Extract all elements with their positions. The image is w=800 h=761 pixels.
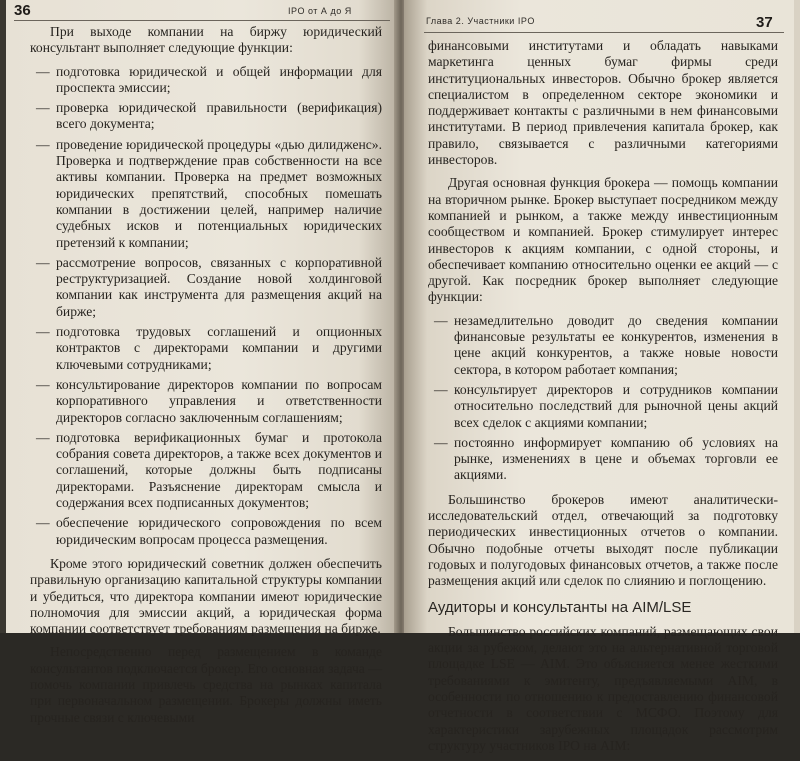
list-item: — подготовка юридической и общей информации для проспекта эмиссии; [30, 64, 382, 97]
left-running-head: IPO от А до Я [288, 6, 352, 16]
list-item: — постоянно информирует компанию об условиях на рынке, изменениях в цене и объемах торговли ее акциями. [428, 435, 778, 484]
list-item: — подготовка трудовых соглашений и опционных контрактов с директорами компании и другими ключевыми сотрудниками; [30, 324, 382, 373]
broker-functions-list [428, 313, 778, 484]
section-heading: Аудиторы и консультанты на AIM/LSE [428, 598, 692, 616]
left-intro: При выходе компании на биржу юридический консультант выполняет следующие функции: [30, 24, 382, 56]
right-paragraph-2: Другая основная функция брокера — помощь компании на вторичном рынке. Брокер выступает посредником между компанией и рынком, а также между инвестиционным сообществом и компанией. Брокер стимулирует интерес инвесторов к акциям компании, с одной стороны, и обеспечивает компанию относительно оценки ее акций — с другой. Как посредник брокер выполняет следующие функции: [428, 175, 778, 305]
list-item: — рассмотрение вопросов, связанных с корпоративной реструктуризацией. Создание новой холдинговой компании как инструмента для размещения акций на бирже; [30, 255, 382, 320]
list-item: — консультирование директоров компании по вопросам корпоративного управления и ответственности директоров согласно заключенным соглашениям; [30, 377, 382, 426]
right-paragraph-3: Большинство брокеров имеют аналитически-исследовательский отдел, отвечающий за подготовку периодических инвестиционных отчетов о компании. Обычно подобные отчеты выходят после публикации годовых и полугодовых финансовых отчетов, а также после размещения акций или сделок по слиянию и поглощению. [428, 491, 778, 589]
list-item: — консультирует директоров и сотрудников компании относительно последствий для рыночной цены акций всех сделок с акциями компании; [428, 382, 778, 431]
right-page-body [428, 38, 778, 761]
right-paragraph-1: финансовыми институтами и обладать навыками маркетинга ценных бумаг фирмы среди институциональных инвесторов. Обычно брокер является специалистом в определенном секторе экономики и поддерживает контакты с различными в нем финансовыми институтами. В период привлечения капитала брокер, как правило, связывается с различными категориями инвесторов. [428, 38, 778, 168]
right-page-number: 37 [756, 14, 773, 31]
list-item: — подготовка верификационных бумаг и протокола собрания совета директоров, а также всех документов и соглашений, которые должны быть подписаны директорами. Разъяснение директорам смысла и содержания всех подписанных документов; [30, 430, 382, 511]
left-page [6, 0, 398, 725]
left-page-body [30, 24, 382, 733]
right-running-head: Глава 2. Участники IPO [426, 16, 535, 26]
list-item: — проверка юридической правильности (верификация) всего документа; [30, 100, 382, 133]
list-item: — проведение юридической процедуры «дью дилидженс». Проверка и подтверждение прав собственности на все активы компании. Проверка на предмет возможных юридических препятствий, способных помешать компании в достижении целей, например наличие судебных исков и потенциальных юридических претензий к компании; [30, 137, 382, 251]
right-page [404, 0, 794, 753]
left-page-number: 36 [14, 2, 31, 19]
list-item: — обеспечение юридического сопровождения по всем юридическим вопросам процесса размещения. [30, 515, 382, 548]
right-paragraph-4: Большинство российских компаний, размещающих свои акции за рубежом, делают это на альтернативной торговой площадке LSE — AIM. Это объясняется менее жесткими требованиями к эмитенту, предъявляемыми AIM, в особенности по отношению к предоставлению финансовой отчетности в соответствии с МСФО. Поэтому для характеристики зарубежных площадок рассмотрим структуру участников IPO на AIM: [428, 623, 778, 753]
lawyer-functions-list [30, 64, 382, 548]
left-paragraph-2: Кроме этого юридический советник должен обеспечить правильную организацию капитальной структуры компании и убедиться, что директора компании имеют юридические полномочия для эмиссии акций, а юридическая форма компании соответствует требованиям размещения на бирже. [30, 555, 382, 637]
list-item: — незамедлительно доводит до сведения компании финансовые результаты ее конкурентов, изменения в цене акций конкурентов, а также новые новости сектора, в котором работает компания; [428, 313, 778, 378]
left-header-rule [14, 20, 390, 21]
right-header-rule [424, 32, 784, 33]
left-paragraph-3: Непосредственно перед размещением в команде консультантов подключается брокер. Его основная задача — помочь компании привлечь средства на рынках капитала при первоначальном размещении. Брокеры должны иметь прочные связи с ключевыми [30, 644, 382, 725]
